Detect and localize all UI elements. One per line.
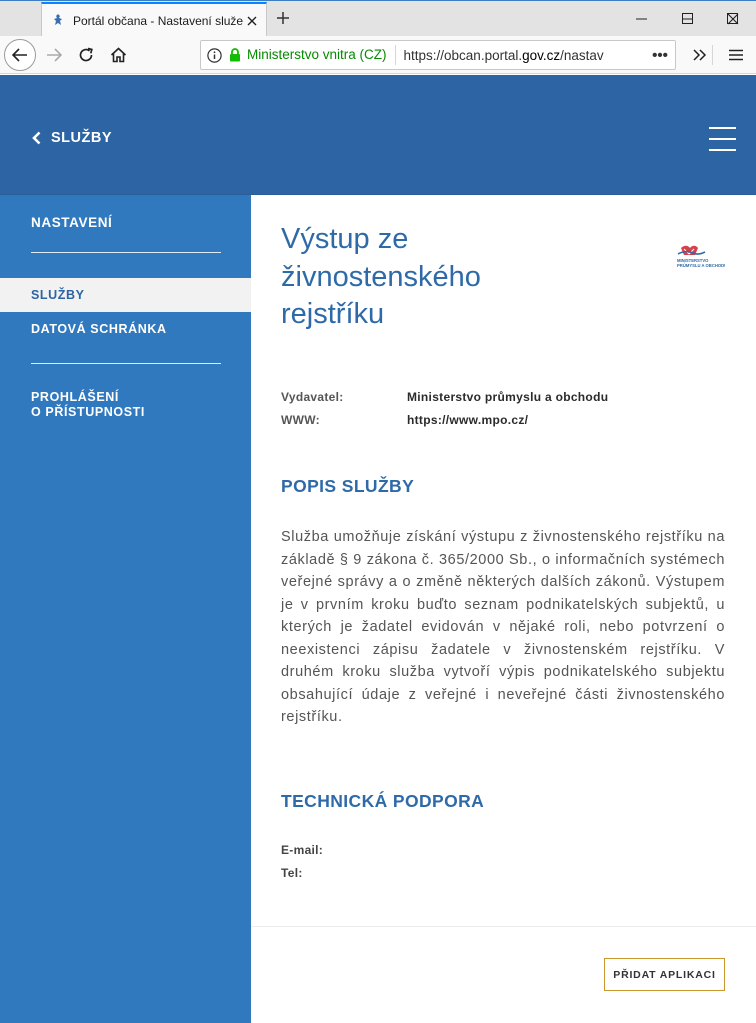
- publisher-value: Ministerstvo průmyslu a obchodu: [407, 390, 609, 404]
- url-host: gov.cz: [522, 47, 561, 63]
- site-identity[interactable]: Ministerstvo vnitra (CZ): [247, 45, 396, 65]
- content-divider: [251, 926, 756, 927]
- hamburger-menu-icon[interactable]: [720, 39, 752, 71]
- publisher-label: Vydavatel:: [281, 390, 344, 404]
- service-detail: [251, 195, 756, 1023]
- sidebar-divider: [31, 363, 221, 364]
- browser-tab[interactable]: [41, 2, 267, 37]
- ministry-logo: [675, 243, 725, 271]
- lion-favicon-icon: [50, 13, 66, 29]
- portal-page: [0, 75, 756, 1023]
- logo-text-line2: PRŮMYSLU A OBCHODU: [677, 263, 725, 268]
- www-row: [281, 413, 528, 427]
- page-header: [0, 75, 756, 195]
- support-heading: TECHNICKÁ PODPORA: [281, 791, 485, 811]
- service-description: Služba umožňuje získání výstupu z živnostenského rejstříku na základě § 9 zákona č. 365/2000 Sb., o informačních systémech veřejné správy a o změně některých dalších zákonů. Výstupem je v prvním kroku buďto seznam podnikatelských subjektů, u kterých je žadatel evidován v nějaké roli, nebo potvrzení o neexistenci zápisu žadatele v živnostenském rejstříku. V druhém kroku služba vytvoří výpis podnikatelského subjektu obsahující údaje z veřejné i neveřejné části živnostenského rejstříku.: [281, 529, 725, 725]
- tab-title: Portál občana - Nastavení služe: [73, 13, 244, 28]
- new-tab-icon[interactable]: [270, 5, 296, 31]
- lock-icon[interactable]: [227, 48, 243, 62]
- info-icon[interactable]: [201, 48, 227, 63]
- site-menu-icon[interactable]: [709, 127, 736, 151]
- sidebar-divider: [31, 252, 221, 253]
- www-label: WWW:: [281, 413, 320, 427]
- sidebar-heading[interactable]: NASTAVENÍ: [31, 215, 113, 230]
- sidebar-item-data-box[interactable]: DATOVÁ SCHRÁNKA: [31, 322, 167, 336]
- forward-button[interactable]: [38, 39, 70, 71]
- back-to-services-link[interactable]: [32, 130, 112, 146]
- url-suffix: /nastav: [560, 47, 604, 63]
- sidebar-item-accessibility[interactable]: [31, 390, 145, 420]
- chevron-left-icon: [32, 131, 41, 145]
- url-prefix: https://obcan.portal.: [403, 47, 523, 63]
- phone-label: Tel:: [281, 866, 303, 880]
- close-tab-icon[interactable]: [244, 13, 260, 29]
- logo-text-line1: MINISTERSTVO: [677, 258, 709, 263]
- page-title: Výstup ze živnostenského rejstříku: [281, 223, 481, 330]
- close-window-icon[interactable]: [710, 1, 756, 36]
- toolbar-divider: [712, 45, 713, 65]
- home-icon[interactable]: [102, 39, 134, 71]
- sidebar: [0, 195, 251, 1023]
- minimize-button[interactable]: [618, 1, 664, 36]
- accessibility-line-1: PROHLÁŠENÍ: [31, 390, 119, 404]
- email-label: E-mail:: [281, 843, 324, 857]
- www-link[interactable]: https://www.mpo.cz/: [407, 413, 529, 427]
- accessibility-line-2: O PŘÍSTUPNOSTI: [31, 405, 145, 419]
- address-bar[interactable]: [200, 40, 676, 70]
- add-application-button[interactable]: PŘIDAT APLIKACI: [604, 958, 725, 991]
- description-heading: POPIS SLUŽBY: [281, 476, 415, 496]
- sidebar-item-services[interactable]: SLUŽBY: [0, 278, 251, 312]
- publisher-row: [281, 390, 608, 404]
- page-actions-icon[interactable]: •••: [652, 46, 668, 64]
- restore-window-icon[interactable]: [664, 1, 710, 36]
- reload-icon[interactable]: [70, 39, 102, 71]
- back-link-label: SLUŽBY: [51, 130, 112, 146]
- url-text[interactable]: [396, 48, 645, 63]
- browser-toolbar: [0, 36, 756, 74]
- back-button[interactable]: [4, 39, 36, 71]
